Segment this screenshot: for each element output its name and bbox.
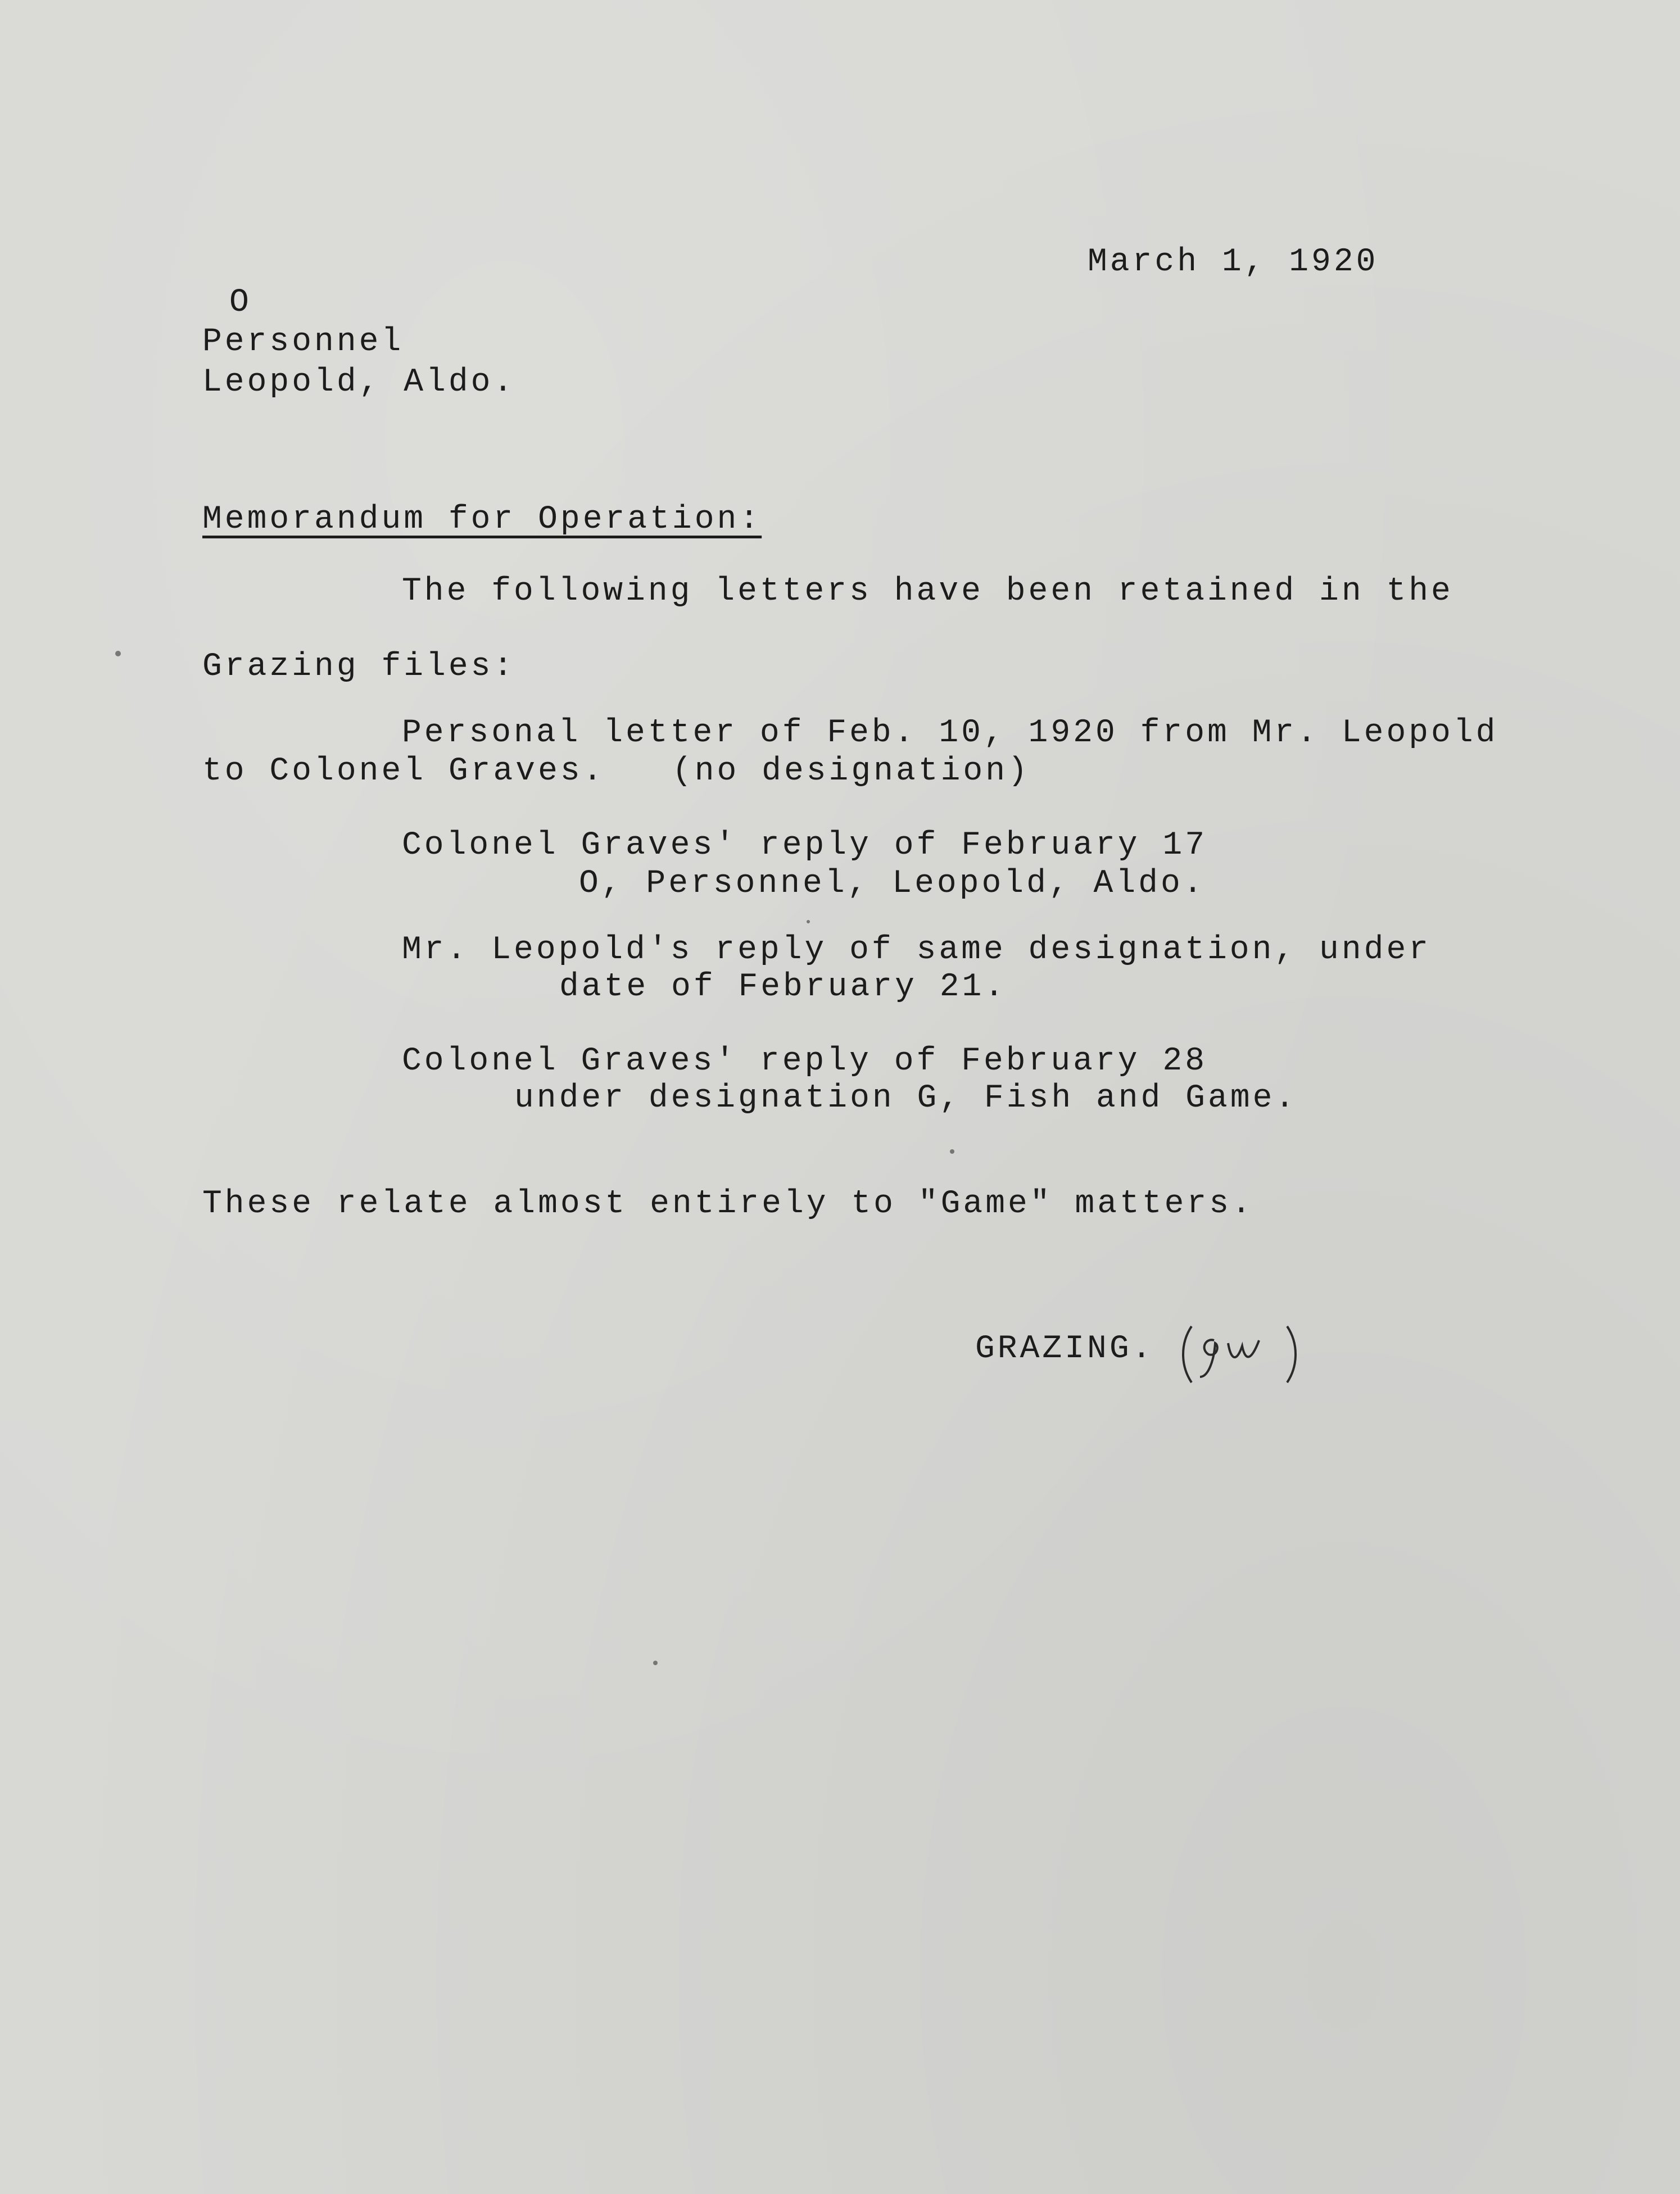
file-category: Personnel	[202, 324, 404, 360]
file-name: Leopold, Aldo.	[202, 364, 516, 401]
letter-item-2-line-1: Colonel Graves' reply of February 17	[402, 827, 1208, 864]
letter-item-3-line-2: date of February 21.	[559, 969, 1007, 1005]
letter-item-3-line-1: Mr. Leopold's reply of same designation, under	[402, 932, 1432, 968]
letter-item-1-line-1: Personal letter of Feb. 10, 1920 from Mr. Leopold	[402, 715, 1498, 751]
memo-heading: Memorandum for Operation:	[202, 501, 762, 538]
letter-item-4-line-1: Colonel Graves' reply of February 28	[402, 1043, 1208, 1080]
letter-item-1-line-2: to Colonel Graves. (no designation)	[202, 753, 1030, 790]
intro-line-1: The following letters have been retained in the	[402, 573, 1453, 610]
paper-speck	[807, 920, 810, 923]
letter-item-2-line-2: O, Personnel, Leopold, Aldo.	[579, 865, 1206, 902]
signature-block: GRAZING.	[975, 1331, 1154, 1367]
paper-speck	[115, 651, 121, 656]
file-code: O	[229, 284, 252, 321]
paper-speck	[653, 1661, 658, 1665]
handwritten-initials	[1175, 1321, 1315, 1388]
closing-line: These relate almost entirely to "Game" matters.	[202, 1186, 1254, 1222]
letter-item-4-line-2: under designation G, Fish and Game.	[514, 1080, 1298, 1117]
letter-date: March 1, 1920	[1088, 244, 1379, 280]
paper-speck	[950, 1149, 954, 1154]
intro-line-2: Grazing files:	[202, 649, 516, 685]
